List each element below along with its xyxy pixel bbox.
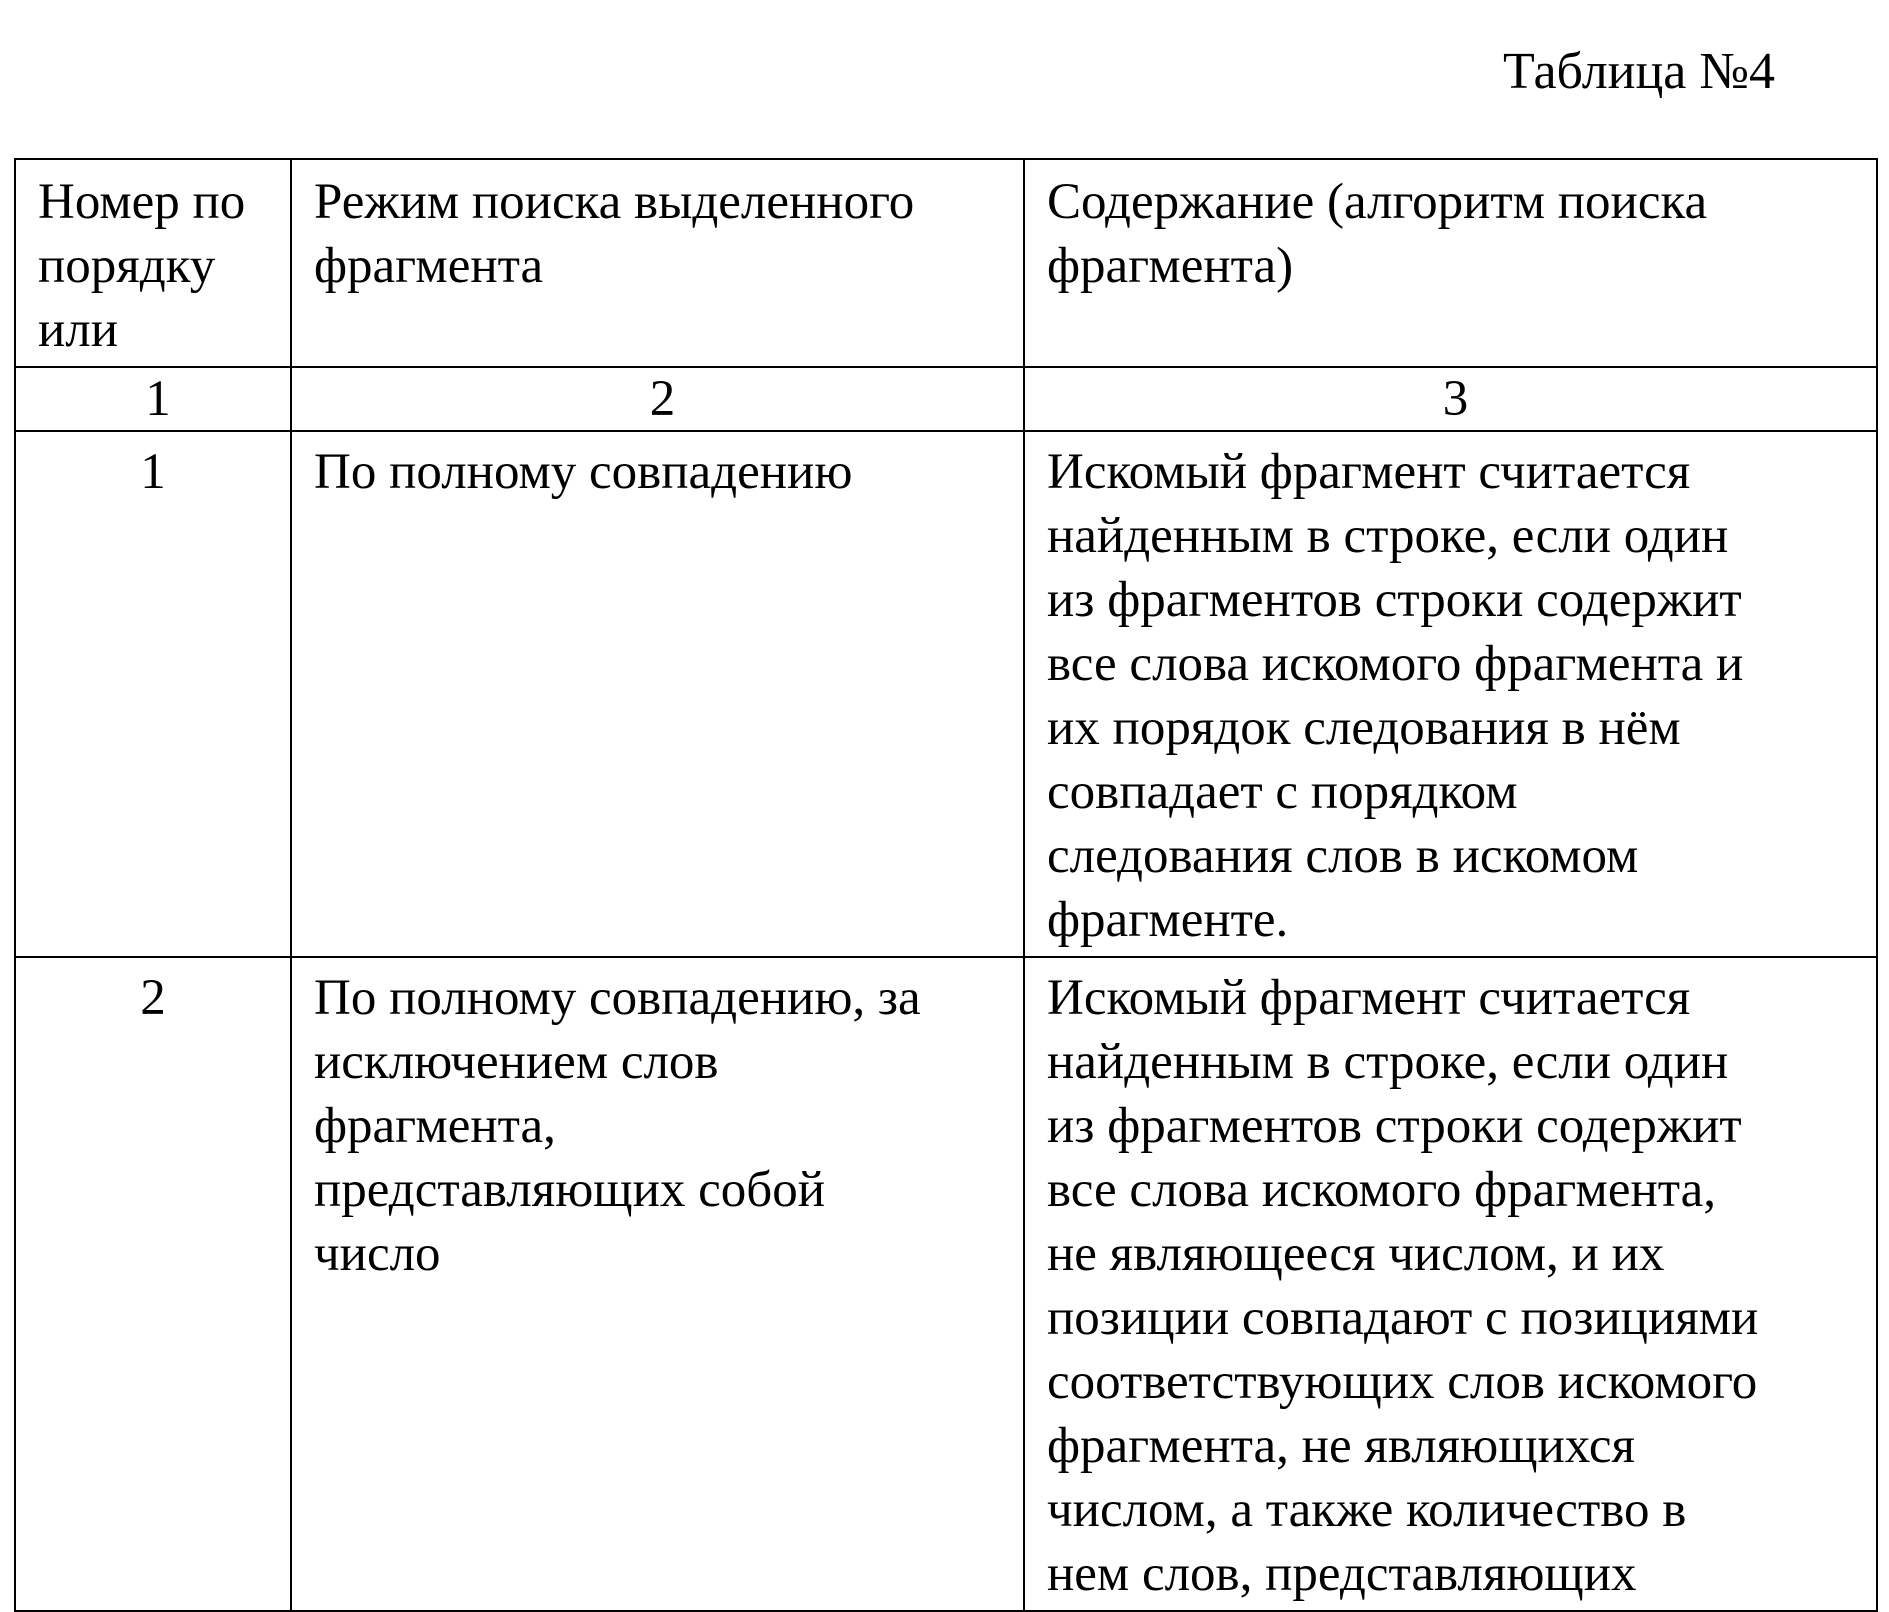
row-content xyxy=(1024,431,1877,957)
row-content-text: Искомый фрагмент считается найденным в строке, если один из фрагментов строки содержит все слова искомого фрагмента, не являющееся числом, и их позиции совпадают с позициями соответствующих слов искомого фрагмента, не являющихся числом, а также количество в нем слов, представляющих xyxy=(1047,970,1759,1602)
header-cell-content xyxy=(1024,159,1877,367)
column-index-1: 1 xyxy=(15,367,291,431)
table-row xyxy=(15,957,1877,1611)
row-mode xyxy=(291,957,1024,1611)
table-row xyxy=(15,431,1877,957)
column-index-3: 3 xyxy=(1024,367,1877,431)
row-content-text: Искомый фрагмент считается найденным в строке, если один из фрагментов строки содержит все слова искомого фрагмента и их порядок следования в нём совпадает с порядком следования слов в искомом фрагменте. xyxy=(1047,444,1744,948)
row-content xyxy=(1024,957,1877,1611)
header-content-text: Содержание (алгоритм поиска фрагмента) xyxy=(1047,174,1708,294)
row-mode xyxy=(291,431,1024,957)
header-cell-mode xyxy=(291,159,1024,367)
table-caption: Таблица №4 xyxy=(1502,43,1775,100)
table-header-row xyxy=(15,159,1877,367)
row-number: 2 xyxy=(15,957,291,1611)
header-mode-text: Режим поиска выделенного фрагмента xyxy=(314,174,915,294)
column-index-2: 2 xyxy=(291,367,1024,431)
row-number: 1 xyxy=(15,431,291,957)
column-index-row xyxy=(15,367,1877,431)
header-cell-number xyxy=(15,159,291,367)
search-modes-table xyxy=(14,158,1878,1612)
header-number-text: Номер по порядку или xyxy=(38,174,246,358)
row-mode-text: По полному совпадению, за исключением слов фрагмента, представляющих собой число xyxy=(314,970,921,1282)
row-mode-text: По полному совпадению xyxy=(314,444,853,500)
